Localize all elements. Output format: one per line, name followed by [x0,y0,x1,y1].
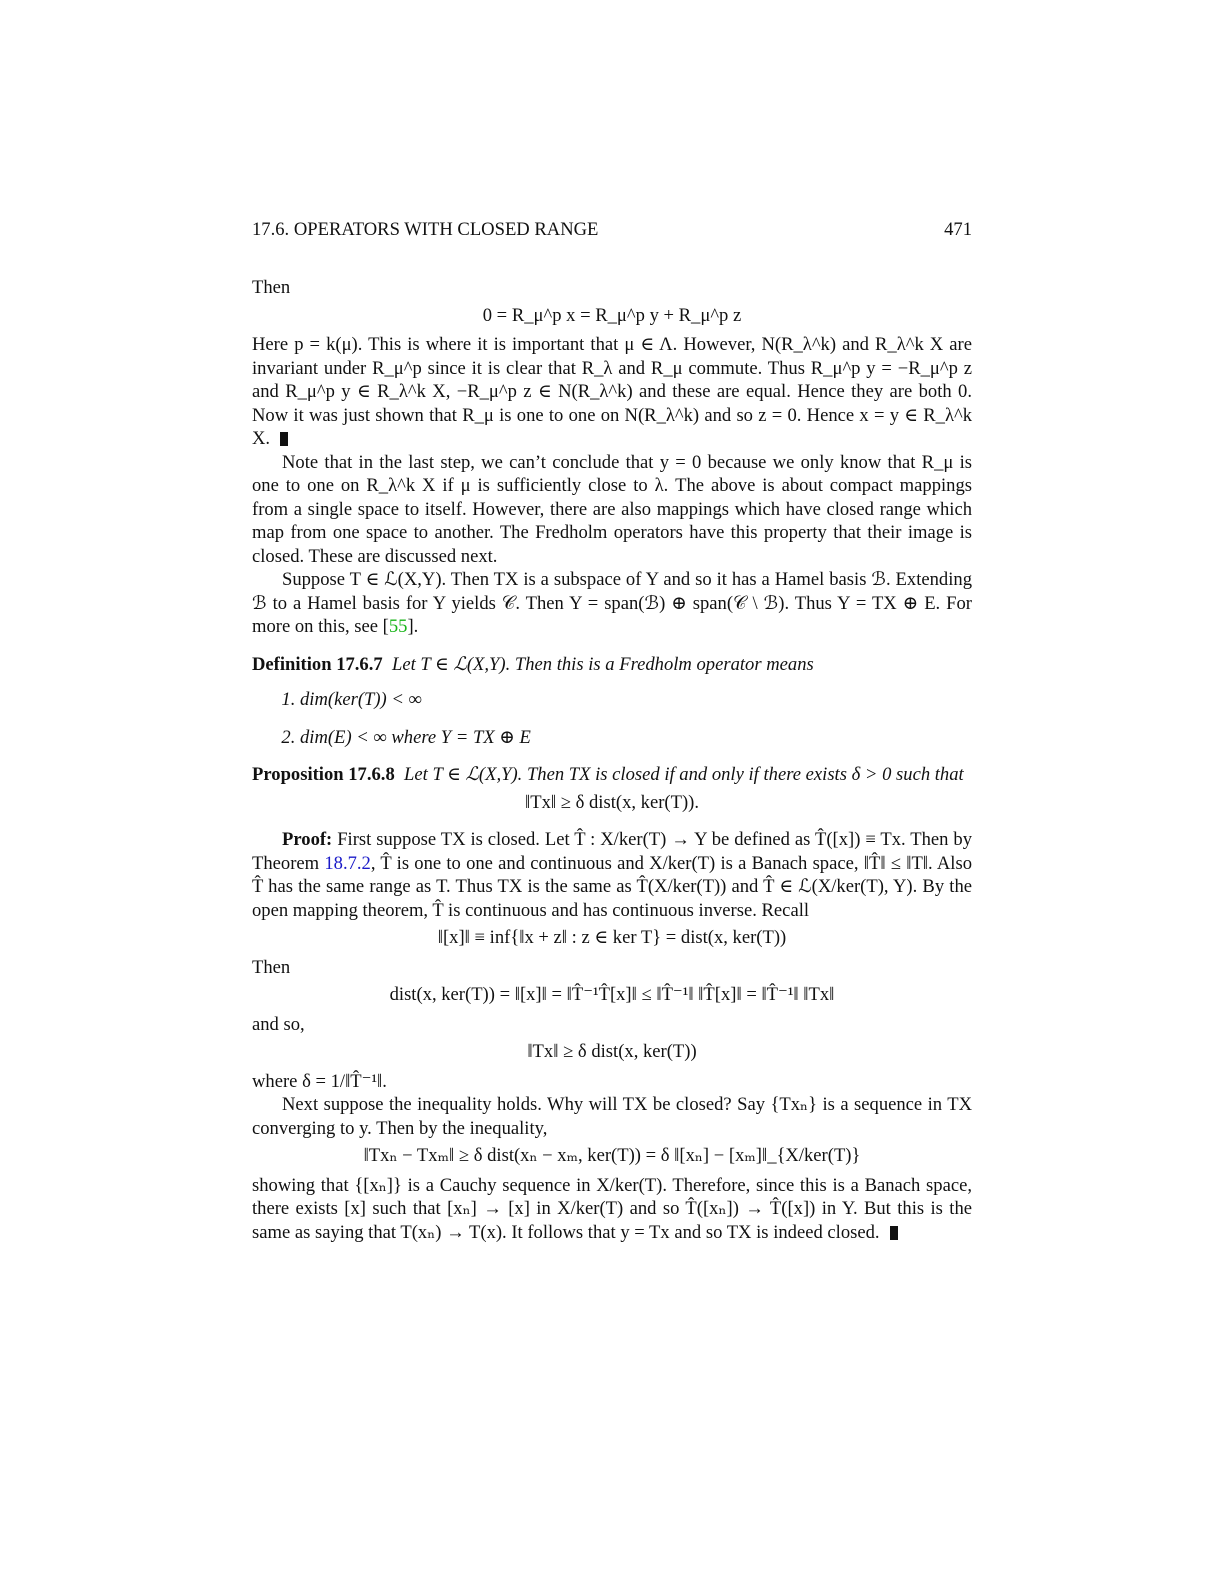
equation-6: ‖Txₙ − Txₘ‖ ≥ δ dist(xₙ − xₘ, ker(T)) = δ ‖[xₙ] − [xₘ]‖_{X/ker(T)} [363,1145,861,1166]
text-then-2: Then [252,956,291,978]
paragraph-2: Note that in the last step, we can’t conclude that y = 0 because we only know that R_μ is one to one on R_λ^k X if μ is sufficiently close to λ. The above is about compact mappings from a single space to itself. However, there are also mappings which have closed range which map from one space to another. The Fredholm operators have this property that their image is closed. These are discussed next. [252,451,972,567]
definition [252,653,972,677]
paragraph-3: Suppose T ∈ ℒ(X,Y). Then TX is a subspace of Y and so it has a Hamel basis ℬ. Extending ℬ to a Hamel basis for Y yields 𝒞. Then Y = span(ℬ) ⊕ span(𝒞 \ ℬ). Thus Y = TX ⊕ E. For more on this, see [55]. [252,569,972,637]
citation-link[interactable]: 55 [388,616,408,637]
definition-text: Let T ∈ ℒ(X,Y). Then this is a Fredholm operator means [391,653,814,675]
section-title: 17.6. OPERATORS WITH CLOSED RANGE [252,219,599,240]
equation-1: 0 = R_μ^p x = R_μ^p y + R_μ^p z [482,304,742,326]
text-then: Then [252,277,291,298]
equation-4: dist(x, ker(T)) = ‖[x]‖ = ‖T̂⁻¹T̂[x]‖ ≤ ‖T̂⁻¹‖ ‖T̂[x]‖ = ‖T̂⁻¹‖ ‖Tx‖ [389,984,835,1005]
text-and-so: and so, [252,1013,305,1035]
qed-mark [280,432,288,446]
equation-5: ‖Tx‖ ≥ δ dist(x, ker(T)) [527,1041,697,1062]
running-header [252,218,972,244]
proposition-text: Let T ∈ ℒ(X,Y). Then TX is closed if and only if there exists δ > 0 such that [404,764,964,785]
equation-2: ‖Tx‖ ≥ δ dist(x, ker(T)). [525,791,699,813]
theorem-link[interactable]: 18.7.2 [324,852,371,874]
list-item: 2. dim(E) < ∞ where Y = TX ⊕ E [300,726,972,750]
equation-3: ‖[x]‖ ≡ inf{‖x + z‖ : z ∈ ker T} = dist(x, ker(T)) [437,927,787,948]
text-where: where δ = 1/‖T̂⁻¹‖. [252,1070,387,1092]
definition-list [252,688,972,749]
proof-paragraph: Proof: First suppose TX is closed. Let T̂ : X/ker(T) → Y be defined as T̂([x]) ≡ Tx. Then by Theorem 18.7.2, T̂ is one to one and continuous and X/ker(T) is a Banach space, ‖T̂‖ ≤ ‖T‖. Also T̂ has the same range as T. Thus TX is the same as T̂(X/ker(T)) and T̂ ∈ ℒ(X/ker(T), Y). By the open mapping theorem, T̂ is continuous and has continuous inverse. Recall [252,829,973,921]
definition-label: Definition 17.6.7 [252,653,383,675]
proposition-label: Proposition 17.6.8 [252,764,395,785]
page-content [252,218,972,1244]
paragraph-4: Next suppose the inequality holds. Why will TX be closed? Say {Txₙ} is a sequence in TX converging to y. Then by the inequality, [252,1094,972,1139]
paragraph-5: showing that {[xₙ]} is a Cauchy sequence in X/ker(T). Therefore, since this is a Banach space, there exists [x] such that [xₙ] → [x] in X/ker(T) and so T̂([xₙ]) → T̂([x]) in Y. But this is the same as saying that T(xₙ) → T(x). It follows that y = Tx and so TX is indeed closed. [252,1174,972,1243]
paragraph-1: Here p = k(μ). This is where it is important that μ ∈ Λ. However, N(R_λ^k) and R_λ^k X are invariant under R_μ^p since it is clear that R_λ and R_μ commute. Thus R_μ^p y = −R_μ^p z and R_μ^p y ∈ R_λ^k X, −R_μ^p z ∈ N(R_λ^k) and these are equal. Hence they are both 0. Now it was just shown that R_μ is one to one on N(R_λ^k) and so z = 0. Hence x = y ∈ R_λ^k X. [252,334,972,449]
proposition [252,763,972,787]
page-number: 471 [944,219,972,240]
list-item: 1. dim(ker(T)) < ∞ [300,688,972,712]
proof-label: Proof: [282,829,333,850]
qed-mark [890,1226,898,1240]
